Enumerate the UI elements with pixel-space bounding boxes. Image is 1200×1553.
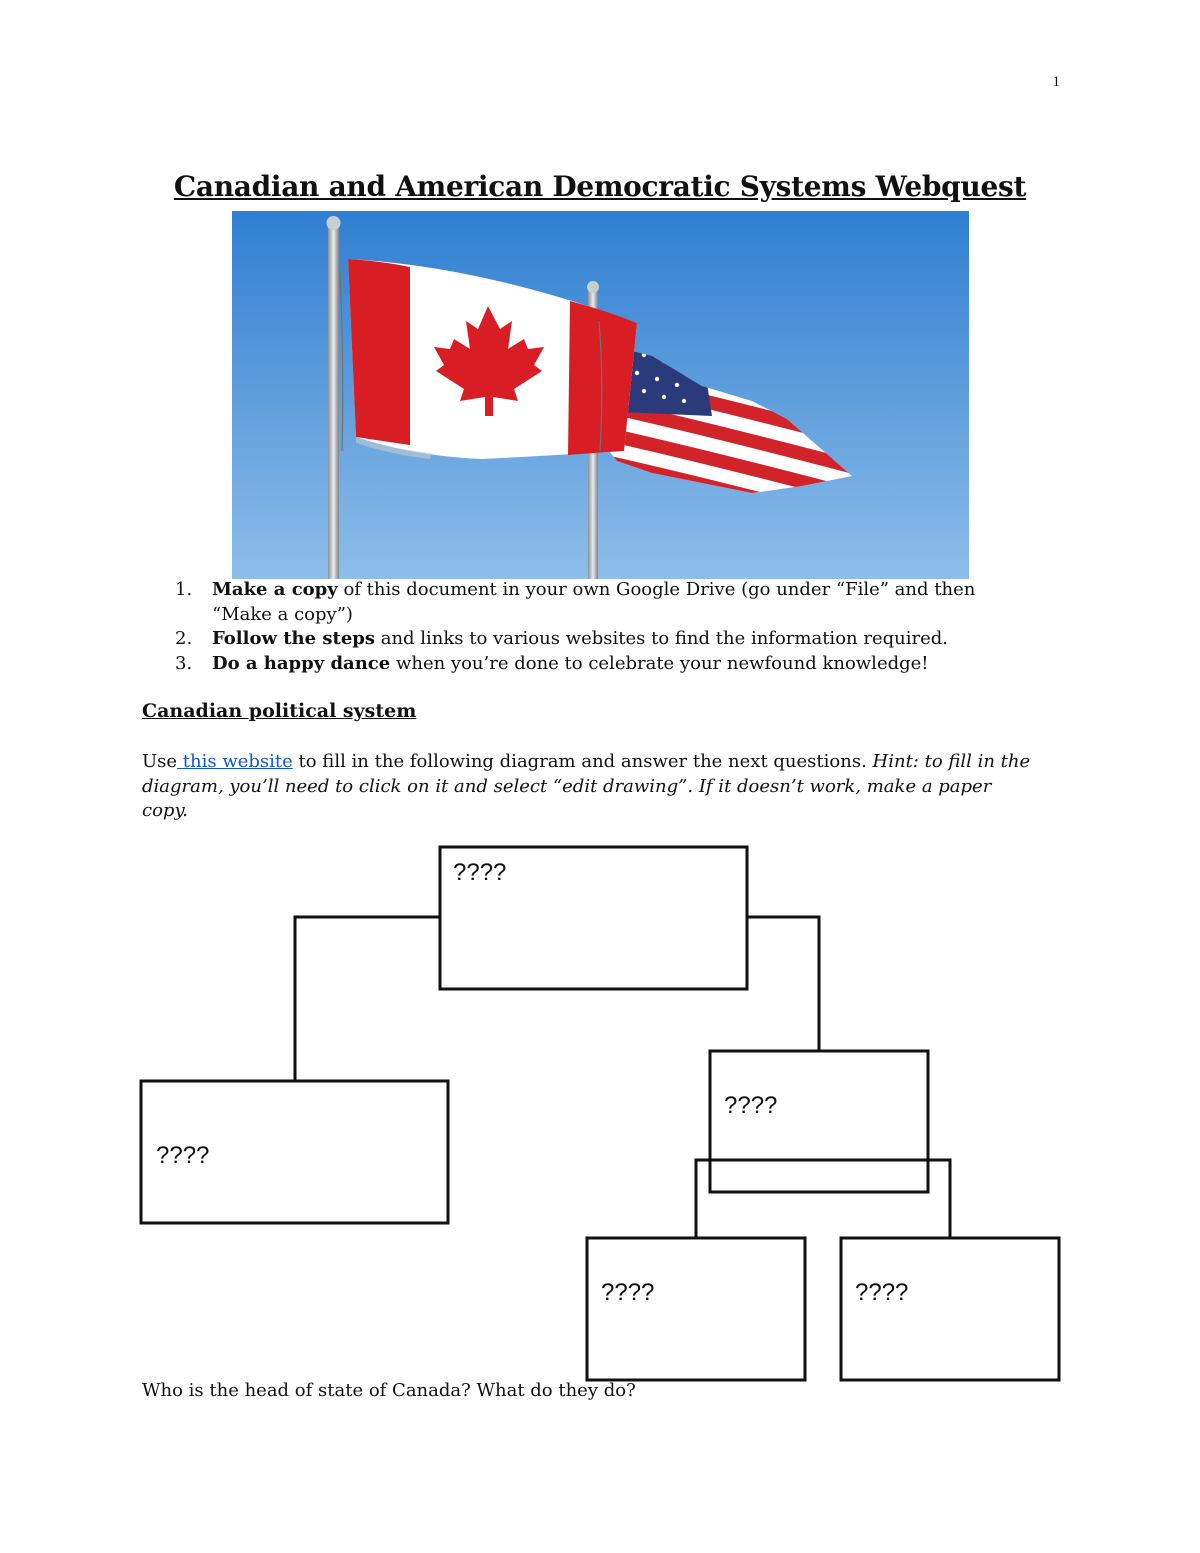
- instruction-text: of this document in your own Google Drive (go under “File” and then “Make a copy”): [212, 579, 976, 625]
- list-number: 3.: [175, 652, 193, 674]
- list-number: 1.: [175, 579, 193, 600]
- box-label: ????: [724, 1092, 778, 1119]
- box-label: ????: [601, 1279, 655, 1306]
- instruction-item: [175, 627, 1035, 652]
- diagram-box-left[interactable]: [141, 1081, 448, 1223]
- website-link[interactable]: this website: [177, 751, 293, 772]
- connector-line: [295, 917, 440, 1081]
- instruction-bold: Do a happy dance: [212, 652, 391, 674]
- intro-text: to fill in the following diagram and answer the next questions.: [292, 751, 873, 772]
- box-label: ????: [855, 1279, 909, 1306]
- instruction-item: [175, 578, 1035, 627]
- connector-line: [928, 1160, 950, 1238]
- question-text: Who is the head of state of Canada? What do they do?: [142, 1380, 636, 1401]
- box-label: ????: [156, 1142, 210, 1169]
- instruction-list: [175, 578, 1035, 676]
- diagram-box-right[interactable]: [710, 1051, 928, 1192]
- diagram-box-top[interactable]: [440, 847, 747, 989]
- diagram-box-bottom-right[interactable]: [841, 1238, 1059, 1380]
- page-number: 1: [1052, 74, 1060, 90]
- instruction-text: and links to various websites to find the information required.: [374, 628, 948, 649]
- intro-lead: Use: [142, 751, 178, 772]
- left-flagpole: [328, 225, 339, 579]
- instruction-text: when you’re done to celebrate your newfound knowledge!: [390, 652, 929, 674]
- connector-line: [747, 917, 819, 1051]
- intro-paragraph: [142, 750, 1042, 824]
- section-heading: Canadian political system: [142, 700, 417, 722]
- hint-text: Hint: to fill in the diagram, you’ll need to click on it and select “edit drawing”. If it doesn’t work, make a paper copy.: [142, 751, 1031, 821]
- box-label: ????: [453, 859, 507, 886]
- connector-line: [696, 1160, 710, 1238]
- instruction-bold: Make a copy: [212, 579, 338, 600]
- instruction-item: [175, 652, 1035, 677]
- flags-photo: [232, 211, 969, 579]
- diagram-box-bottom-left[interactable]: [587, 1238, 805, 1380]
- instruction-bold: Follow the steps: [212, 628, 375, 649]
- list-number: 2.: [175, 628, 193, 649]
- document-title: Canadian and American Democratic Systems Webquest: [173, 170, 1027, 203]
